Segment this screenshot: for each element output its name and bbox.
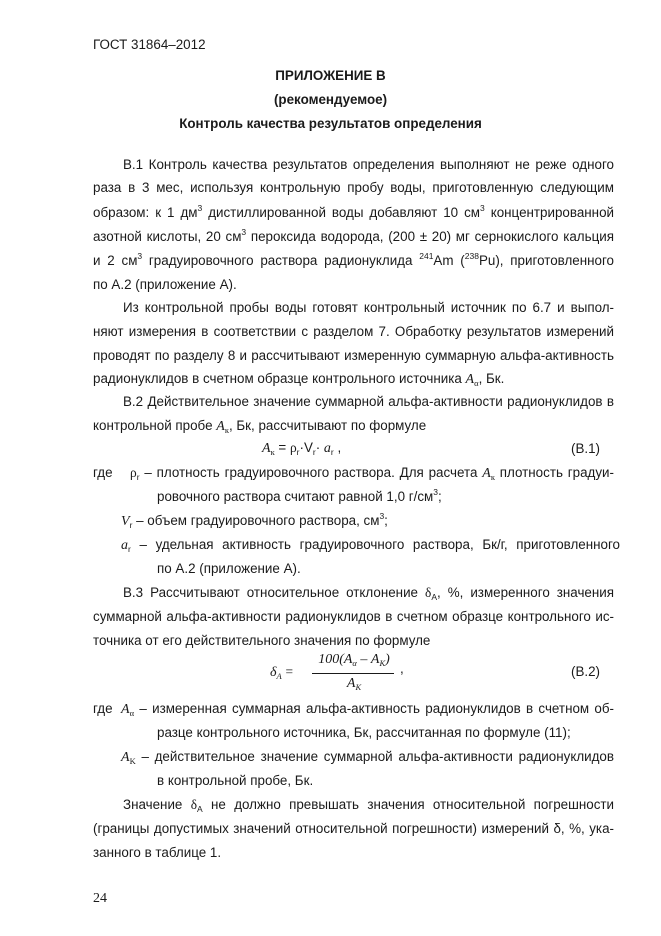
aalpha-definition-line: $A_\alpha$ – измеренная суммарная альфа-активность радионуклидов в счетном об- (121, 701, 614, 718)
formula-b1: $A_к = \rho_r\cdot V_r\cdot a_r$ , (262, 440, 342, 457)
page-number: 24 (93, 891, 107, 906)
paragraph-b2-line: В.2 Действительное значение суммарной альфа-активности радионуклидов в (123, 394, 614, 409)
vr-definition: $V_r$ – объем градуировочного раствора, $см^3$; (121, 511, 388, 530)
annex-subtitle: Контроль качества результатов определения (179, 116, 482, 131)
rho-definition-line: ровочного раствора считают равной 1,0 $г/см^3$; (157, 487, 442, 504)
where-label: где (93, 465, 113, 480)
ar-definition-line: по А.2 (приложение А). (157, 561, 301, 576)
paragraph-b3-line: В.3 Рассчитывают относительное отклонение $\delta_A$, %, измеренного значения (123, 585, 614, 602)
paragraph-last-line: (границы допустимых значений относительной погрешности) измерений δ, %, ука- (93, 821, 614, 836)
paragraph-b3-line: точника от его действительного значения по формуле (93, 633, 431, 648)
paragraph-b1-line: В.1 Контроль качества результатов определения выполняют не реже одного (123, 157, 614, 172)
paragraph-2-line: радионуклидов в счетном образце контрольного источника $A_\alpha$, Бк. (93, 371, 505, 388)
where-label: где (93, 701, 113, 716)
formula-b1-number: (В.1) (571, 441, 601, 456)
document-header: ГОСТ 31864–2012 (93, 37, 206, 52)
ak-definition-line: $A_K$ – действительное значение суммарной альфа-активности радионуклидов (121, 749, 614, 766)
formula-b2-lhs: $\delta_A$ = (270, 664, 294, 681)
paragraph-2-line: проводят по разделу 8 и рассчитывают измеренную суммарную альфа-активность (93, 348, 614, 363)
annex-title: ПРИЛОЖЕНИЕ В (275, 68, 386, 83)
paragraph-b1-line: образом: к 1 $дм^3$ дистиллированной воды добавляют 10 $см^3$ концентрированной (93, 203, 615, 220)
formula-b2-denominator: $A_K$ (346, 676, 362, 692)
paragraph-b1-line: раза в 3 мес, используя контрольную пробу воды, приготовленную следующим (93, 180, 614, 195)
paragraph-b1-line: азотной кислоты, 20 $см^3$ пероксида водорода, (200 ± 20) мг сернокислого кальция (93, 227, 614, 244)
paragraph-last-line: занного в таблице 1. (93, 845, 222, 860)
paragraph-b1-line: по А.2 (приложение А). (93, 277, 237, 292)
paragraph-2-line: няют измерения в соответствии с разделом 7. Обработку результатов измерений (93, 324, 614, 339)
paragraph-b3-line: суммарной альфа-активности радионуклидов в счетном образце контрольного ис- (93, 609, 614, 624)
formula-b2-number: (В.2) (571, 664, 601, 679)
paragraph-2-line: Из контрольной пробы воды готовят контрольный источник по 6.7 и выпол- (123, 300, 614, 315)
annex-status: (рекомендуемое) (273, 92, 388, 107)
aalpha-definition-line: разце контрольного источника, Бк, рассчитанная по формуле (11); (157, 725, 571, 740)
ak-definition-line: в контрольной пробе, Бк. (157, 773, 314, 788)
formula-b2-numerator: $100(A_\alpha - A_K)$ (318, 652, 390, 668)
fraction-bar (312, 673, 394, 674)
formula-b2-comma: , (400, 661, 404, 676)
paragraph-b2-line: контрольной пробе $A_к$, Бк, рассчитывают по формуле (93, 418, 427, 435)
ar-definition-line: $a_r$ – удельная активность градуировочного раствора, Бк/г, приготовленного (121, 537, 620, 554)
paragraph-last-line: Значение $\delta_A$ не должно превышать значения относительной погрешности (123, 797, 614, 814)
paragraph-b1-line: и 2 $см^3$ градуировочного раствора радионуклида $^{241}$Am ($^{238}$Pu), приготовленного (93, 251, 614, 268)
rho-definition-line: $\rho_r$ – плотность градуировочного раствора. Для расчета $A_к$ плотность градуи- (130, 465, 614, 482)
